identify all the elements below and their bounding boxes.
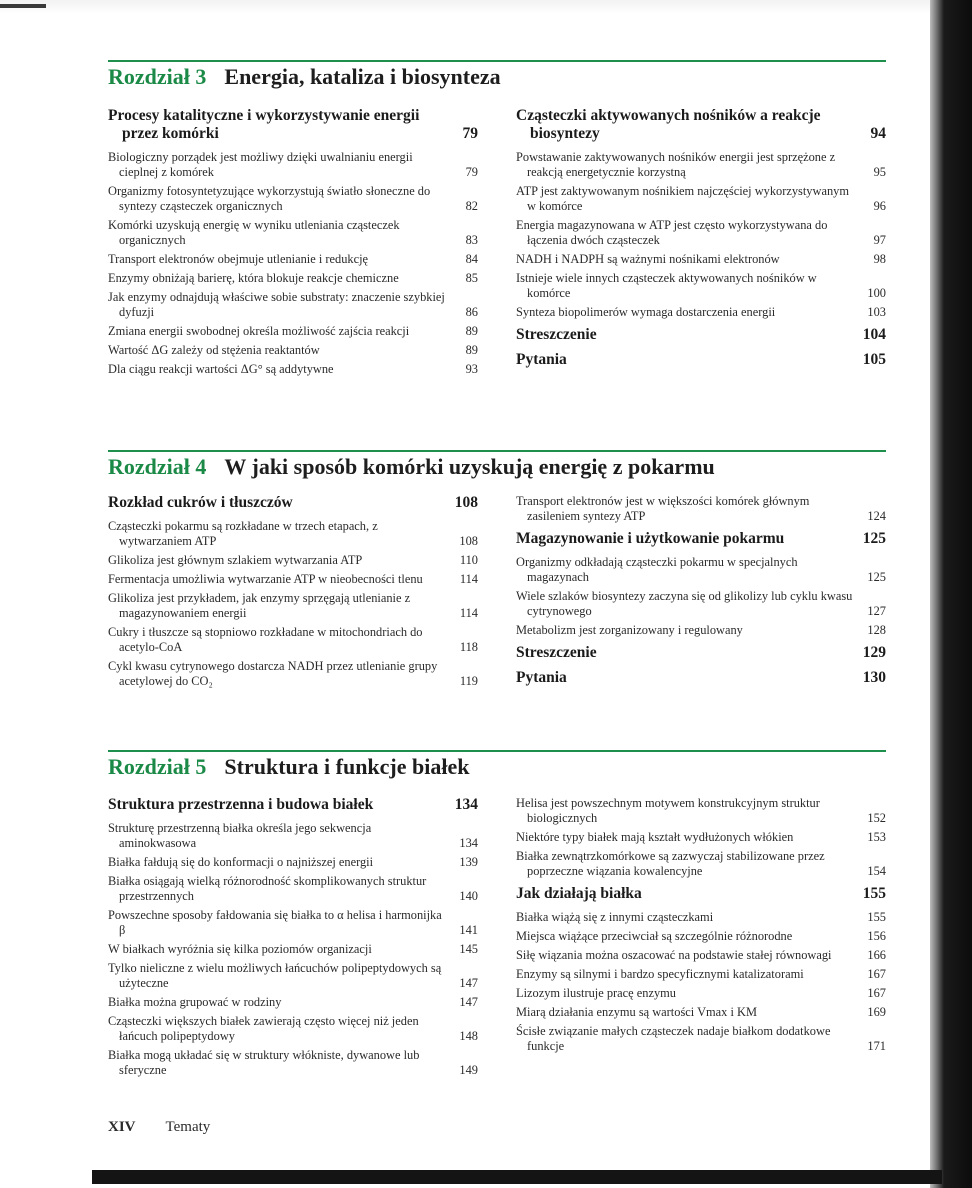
toc-entry-title: Niektóre typy białek mają kształt wydłużonych włókien <box>516 830 794 844</box>
toc-entry <box>108 343 478 358</box>
toc-entry-title: Jak enzymy odnajdują właściwe sobie substraty: znaczenie szybkiej dyfuzji <box>108 290 445 319</box>
toc-entry <box>108 184 478 214</box>
chapter-title: Struktura i funkcje białek <box>224 754 470 779</box>
toc-page-number: 83 <box>465 233 478 247</box>
toc-page-number: 114 <box>459 606 478 620</box>
toc-entry <box>516 623 886 638</box>
toc-column-right <box>516 796 886 1058</box>
toc-column-left <box>108 107 478 381</box>
footer-page-number: XIV <box>108 1119 136 1135</box>
toc-entry-title: Lizozym ilustruje pracę enzymu <box>516 986 676 1000</box>
chapter-number: Rozdział 5 <box>108 754 207 779</box>
toc-entry-title: Biologiczny porządek jest możliwy dzięki uwalnianiu energii cieplnej z komórek <box>108 150 413 179</box>
toc-page-number: 145 <box>459 942 478 956</box>
toc-entry <box>516 184 886 214</box>
toc-entry <box>516 948 886 963</box>
toc-section-heading <box>516 530 886 548</box>
toc-entry-title: Jak działają białka <box>516 885 642 902</box>
toc-page-number: 97 <box>873 233 886 247</box>
toc-page-number: 100 <box>867 286 886 300</box>
chapter-rule <box>108 750 886 752</box>
toc-column-right <box>516 107 886 376</box>
toc-entry-title: Cykl kwasu cytrynowego dostarcza NADH przez utlenianie grupy acetylowej do CO₂ <box>108 659 438 688</box>
toc-page-number: 119 <box>459 674 478 688</box>
toc-page-number: 167 <box>867 967 886 981</box>
toc-page-number: 125 <box>862 530 886 547</box>
toc-entry <box>516 929 886 944</box>
chapter-rule <box>108 450 886 452</box>
toc-column-left <box>108 494 478 693</box>
scan-bottom-edge <box>92 1170 942 1184</box>
toc-entry-title: Ścisłe związanie małych cząsteczek nadaje białkom dodatkowe funkcje <box>516 1024 831 1053</box>
toc-entry-title: W białkach wyróżnia się kilka poziomów organizacji <box>108 942 372 956</box>
toc-page-number: 89 <box>465 343 478 357</box>
toc-page-number: 108 <box>454 494 478 511</box>
toc-section-heading <box>516 669 886 687</box>
toc-entry-title: Miarą działania enzymu są wartości Vmax i KM <box>516 1005 757 1019</box>
toc-section-heading <box>516 107 886 143</box>
toc-entry-title: Fermentacja umożliwia wytwarzanie ATP w nieobecności tlenu <box>108 572 423 586</box>
toc-entry <box>108 1048 478 1078</box>
toc-entry <box>516 849 886 879</box>
toc-page-number: 96 <box>873 199 886 213</box>
toc-entry <box>516 252 886 267</box>
toc-entry-title: Glikoliza jest przykładem, jak enzymy sprzęgają utlenianie z magazynowaniem energii <box>108 591 411 620</box>
toc-page-number: 124 <box>867 509 886 523</box>
toc-entry <box>516 986 886 1001</box>
toc-entry-title: Białka można grupować w rodziny <box>108 995 282 1009</box>
toc-page-number: 118 <box>459 640 478 654</box>
toc-entry-title: Siłę wiązania można oszacować na podstawie stałej równowagi <box>516 948 832 962</box>
chapter-title: W jaki sposób komórki uzyskują energię z pokarmu <box>224 454 715 479</box>
toc-entry-title: Cukry i tłuszcze są stopniowo rozkładane w mitochondriach do acetylo-CoA <box>108 625 423 654</box>
toc-page-number: 155 <box>867 910 886 924</box>
chapter-heading <box>108 754 469 780</box>
toc-entry <box>108 995 478 1010</box>
toc-page-number: 110 <box>459 553 478 567</box>
toc-entry-title: Magazynowanie i użytkowanie pokarmu <box>516 530 785 547</box>
toc-page-number: 103 <box>867 305 886 319</box>
toc-entry-title: Metabolizm jest zorganizowany i regulowany <box>516 623 743 637</box>
toc-page-number: 125 <box>867 570 886 584</box>
toc-page-number: 166 <box>867 948 886 962</box>
toc-entry-title: Rozkład cukrów i tłuszczów <box>108 494 293 511</box>
toc-page-number: 149 <box>459 1063 478 1077</box>
toc-entry-title: Istnieje wiele innych cząsteczek aktywowanych nośników w komórce <box>516 271 817 300</box>
toc-entry <box>516 305 886 320</box>
toc-entry-title: Powszechne sposoby fałdowania się białka to α helisa i harmonijka β <box>108 908 442 937</box>
toc-page-number: 127 <box>867 604 886 618</box>
toc-page-number: 134 <box>459 836 478 850</box>
toc-entry <box>108 591 478 621</box>
toc-section-heading <box>516 885 886 903</box>
toc-section-heading <box>516 326 886 344</box>
toc-entry <box>516 589 886 619</box>
chapter-heading <box>108 64 501 90</box>
toc-entry-title: Miejsca wiążące przeciwciał są szczególnie różnorodne <box>516 929 793 943</box>
toc-entry-title: NADH i NADPH są ważnymi nośnikami elektronów <box>516 252 780 266</box>
toc-entry-title: Białka wiążą się z innymi cząsteczkami <box>516 910 714 924</box>
chapter-number: Rozdział 4 <box>108 454 207 479</box>
toc-entry-title: Białka osiągają wielką różnorodność skomplikowanych struktur przestrzennych <box>108 874 427 903</box>
toc-entry <box>516 1005 886 1020</box>
toc-entry-title: Wiele szlaków biosyntezy zaczyna się od glikolizy lub cyklu kwasu cytrynowego <box>516 589 853 618</box>
toc-entry-title: Transport elektronów jest w większości komórek głównym zasileniem syntezy ATP <box>516 494 810 523</box>
toc-entry <box>108 855 478 870</box>
toc-entry <box>108 874 478 904</box>
toc-section-heading <box>108 107 478 143</box>
toc-entry-title: Strukturę przestrzenną białka określa jego sekwencja aminokwasowa <box>108 821 372 850</box>
toc-entry-title: Powstawanie zaktywowanych nośników energii jest sprzężone z reakcją energetycznie korzystną <box>516 150 836 179</box>
toc-entry <box>108 961 478 991</box>
toc-page-number: 94 <box>870 125 886 142</box>
toc-page-number: 141 <box>459 923 478 937</box>
scan-top-edge <box>0 0 972 14</box>
toc-entry-title: Procesy katalityczne i wykorzystywanie energii przez komórki <box>108 107 420 142</box>
toc-entry-title: Białka mogą układać się w struktury włókniste, dywanowe lub sferyczne <box>108 1048 420 1077</box>
toc-entry-title: Streszczenie <box>516 644 597 661</box>
chapter-heading <box>108 454 715 480</box>
toc-entry <box>516 494 886 524</box>
toc-page-number: 147 <box>459 976 478 990</box>
toc-entry <box>516 218 886 248</box>
toc-entry-title: Organizmy fotosyntetyzujące wykorzystują światło słoneczne do syntezy cząsteczek organicznych <box>108 184 431 213</box>
toc-page-number: 104 <box>862 326 886 343</box>
toc-page-number: 79 <box>462 125 478 142</box>
toc-entry-title: Transport elektronów obejmuje utlenianie i redukcję <box>108 252 369 266</box>
toc-entry-title: Pytania <box>516 669 567 686</box>
toc-entry <box>516 830 886 845</box>
toc-page-number: 98 <box>873 252 886 266</box>
toc-page-number: 153 <box>867 830 886 844</box>
toc-entry-title: Cząsteczki pokarmu są rozkładane w trzech etapach, z wytwarzaniem ATP <box>108 519 378 548</box>
toc-entry <box>516 796 886 826</box>
toc-entry-title: Cząsteczki większych białek zawierają często więcej niż jeden łańcuch polipeptydowy <box>108 1014 419 1043</box>
toc-entry <box>108 659 478 689</box>
toc-entry <box>108 821 478 851</box>
page-footer <box>108 1119 210 1136</box>
toc-entry <box>516 150 886 180</box>
toc-entry <box>108 252 478 267</box>
toc-entry <box>108 625 478 655</box>
footer-running-title: Tematy <box>165 1119 211 1135</box>
toc-page-number: 169 <box>867 1005 886 1019</box>
toc-page-number: 89 <box>465 324 478 338</box>
toc-entry <box>516 967 886 982</box>
scan-binding-edge <box>930 0 972 1188</box>
toc-entry <box>108 290 478 320</box>
toc-entry-title: Helisa jest powszechnym motywem konstrukcyjnym struktur biologicznych <box>516 796 820 825</box>
toc-column-left <box>108 796 478 1082</box>
toc-page-number: 129 <box>862 644 886 661</box>
chapter-title: Energia, kataliza i biosynteza <box>224 64 501 89</box>
toc-entry-title: Białka zewnątrzkomórkowe są zazwyczaj stabilizowane przez poprzeczne wiązania kowalencyjne <box>516 849 825 878</box>
toc-entry-title: Glikoliza jest głównym szlakiem wytwarzania ATP <box>108 553 363 567</box>
toc-entry-title: Dla ciągu reakcji wartości ΔG° są addytywne <box>108 362 334 376</box>
toc-page-number: 114 <box>459 572 478 586</box>
toc-page-number: 154 <box>867 864 886 878</box>
toc-entry <box>108 553 478 568</box>
toc-entry <box>516 271 886 301</box>
toc-page-number: 167 <box>867 986 886 1000</box>
toc-page-number: 171 <box>867 1039 886 1053</box>
toc-entry-title: Białka fałdują się do konformacji o najniższej energii <box>108 855 374 869</box>
toc-entry <box>108 908 478 938</box>
toc-entry <box>516 910 886 925</box>
toc-page-number: 152 <box>867 811 886 825</box>
toc-section-heading <box>108 494 478 512</box>
toc-entry-title: Struktura przestrzenna i budowa białek <box>108 796 374 813</box>
toc-entry-title: Wartość ΔG zależy od stężenia reaktantów <box>108 343 320 357</box>
toc-page-number: 79 <box>465 165 478 179</box>
toc-page-number: 108 <box>459 534 478 548</box>
chapter-number: Rozdział 3 <box>108 64 207 89</box>
toc-page-number: 84 <box>465 252 478 266</box>
toc-entry <box>516 1024 886 1054</box>
toc-entry-title: Synteza biopolimerów wymaga dostarczenia energii <box>516 305 776 319</box>
toc-entry <box>516 555 886 585</box>
toc-section-heading <box>516 351 886 369</box>
toc-entry <box>108 942 478 957</box>
toc-page-number: 148 <box>459 1029 478 1043</box>
toc-page-number: 128 <box>867 623 886 637</box>
toc-entry <box>108 362 478 377</box>
toc-entry-title: Tylko nieliczne z wielu możliwych łańcuchów polipeptydowych są użyteczne <box>108 961 442 990</box>
toc-page-number: 140 <box>459 889 478 903</box>
toc-page-number: 155 <box>862 885 886 902</box>
toc-page-number: 93 <box>465 362 478 376</box>
toc-entry <box>108 150 478 180</box>
toc-page-number: 130 <box>862 669 886 686</box>
toc-page-number: 134 <box>454 796 478 813</box>
toc-entry <box>108 218 478 248</box>
toc-entry <box>108 1014 478 1044</box>
chapter-rule <box>108 60 886 62</box>
toc-page-number: 86 <box>465 305 478 319</box>
toc-entry-title: Energia magazynowana w ATP jest często wykorzystywana do łączenia dwóch cząsteczek <box>516 218 828 247</box>
toc-page-number: 82 <box>465 199 478 213</box>
toc-column-right <box>516 494 886 694</box>
toc-entry <box>108 324 478 339</box>
toc-entry-title: ATP jest zaktywowanym nośnikiem najczęściej wykorzystywanym w komórce <box>516 184 849 213</box>
toc-entry-title: Zmiana energii swobodnej określa możliwość zajścia reakcji <box>108 324 410 338</box>
toc-entry-title: Organizmy odkładają cząsteczki pokarmu w specjalnych magazynach <box>516 555 798 584</box>
toc-page-number: 156 <box>867 929 886 943</box>
toc-page-number: 95 <box>873 165 886 179</box>
toc-entry-title: Enzymy obniżają barierę, która blokuje reakcje chemiczne <box>108 271 399 285</box>
scan-corner-mark <box>0 4 46 8</box>
toc-entry <box>108 572 478 587</box>
toc-entry-title: Komórki uzyskują energię w wyniku utleniania cząsteczek organicznych <box>108 218 400 247</box>
toc-page-number: 105 <box>862 351 886 368</box>
toc-page-number: 139 <box>459 855 478 869</box>
toc-page-number: 85 <box>465 271 478 285</box>
toc-entry-title: Cząsteczki aktywowanych nośników a reakcje biosyntezy <box>516 107 821 142</box>
toc-entry-title: Streszczenie <box>516 326 597 343</box>
toc-entry-title: Pytania <box>516 351 567 368</box>
toc-page-number: 147 <box>459 995 478 1009</box>
toc-entry <box>108 271 478 286</box>
toc-entry <box>108 519 478 549</box>
toc-section-heading <box>108 796 478 814</box>
toc-section-heading <box>516 644 886 662</box>
toc-entry-title: Enzymy są silnymi i bardzo specyficznymi katalizatorami <box>516 967 804 981</box>
